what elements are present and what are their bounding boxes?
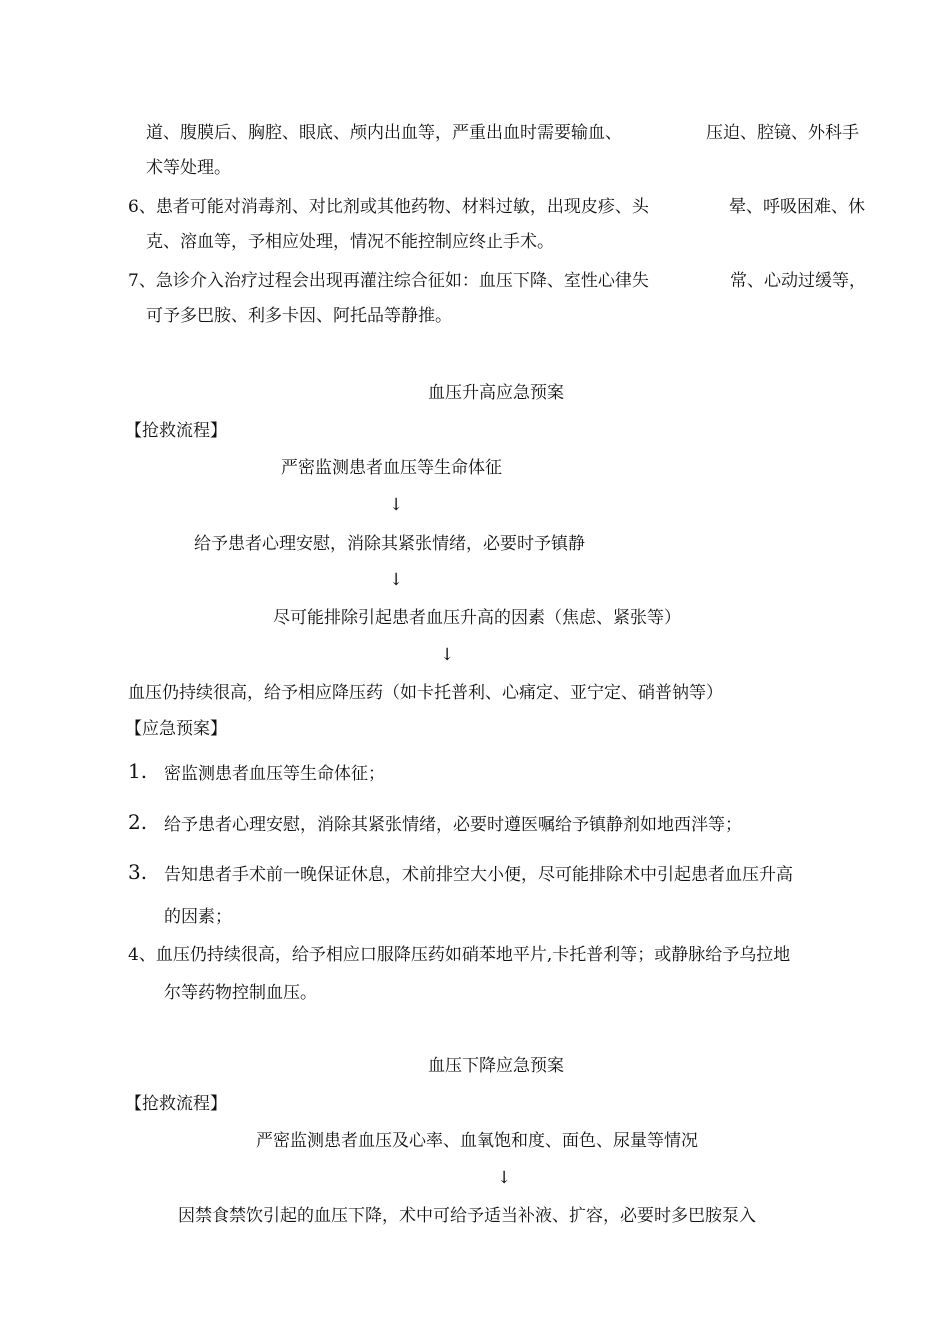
- plan-item-number: 3.: [128, 860, 148, 884]
- plan-header-high: 【应急预案】: [125, 719, 227, 739]
- plan-item-text-continuation: 尔等药物控制血压。: [164, 983, 317, 1003]
- item5-continuation-line1: 道、腹膜后、胸腔、眼底、颅内出血等，严重出血时需要输血、: [146, 123, 622, 143]
- item6-line1: 6、患者可能对消毒剂、对比剂或其他药物、材料过敏，出现皮疹、头: [128, 197, 649, 217]
- plan-item-text: 告知患者手术前一晚保证休息，术前排空大小便，尽可能排除术中引起患者血压升高: [164, 865, 793, 885]
- plan-item-number: 1.: [128, 759, 148, 783]
- flow-header-high: 【抢救流程】: [125, 421, 227, 441]
- item7-line2: 可予多巴胺、利多卡因、阿托品等静推。: [146, 306, 452, 326]
- plan-item-text: 4、血压仍持续很高，给予相应口服降压药如硝苯地平片,卡托普利等；或静脉给予乌拉地: [128, 945, 791, 965]
- flow-step-high-3: 尽可能排除引起患者血压升高的因素（焦虑、紧张等）: [273, 608, 681, 628]
- flow-arrow-down: ↓: [497, 1168, 512, 1188]
- item7-line1b: 常、心动过缓等，: [730, 271, 866, 291]
- flow-step-low-2: 因禁食禁饮引起的血压下降，术中可给予适当补液、扩容，必要时多巴胺泵入: [178, 1206, 756, 1226]
- item7-line1: 7、急诊介入治疗过程会出现再灌注综合征如：血压下降、室性心律失: [128, 271, 649, 291]
- section-title-high-bp: 血压升高应急预案: [428, 383, 564, 403]
- flow-arrow-down: ↓: [389, 495, 404, 515]
- plan-item-text-continuation: 的因素；: [164, 907, 232, 927]
- flow-step-low-1: 严密监测患者血压及心率、血氧饱和度、面色、尿量等情况: [256, 1131, 698, 1151]
- flow-arrow-down: ↓: [389, 570, 404, 590]
- section-title-low-bp: 血压下降应急预案: [428, 1056, 564, 1076]
- item6-line1b: 晕、呼吸困难、休: [729, 197, 865, 217]
- item5-continuation-line2: 术等处理。: [146, 158, 231, 178]
- plan-item-text: 给予患者心理安慰，消除其紧张情绪，必要时遵医嘱给予镇静剂如地西泮等；: [164, 815, 742, 835]
- item6-line2: 克、溶血等，予相应处理，情况不能控制应终止手术。: [146, 232, 554, 252]
- item5-continuation-line1b: 压迫、腔镜、外科手: [706, 123, 859, 143]
- plan-item-text: 密监测患者血压等生命体征；: [164, 764, 385, 784]
- flow-step-high-4: 血压仍持续很高，给予相应降压药（如卡托普利、心痛定、亚宁定、硝普钠等）: [128, 683, 723, 703]
- flow-step-high-1: 严密监测患者血压等生命体征: [281, 458, 502, 478]
- flow-header-low: 【抢救流程】: [125, 1094, 227, 1114]
- flow-step-high-2: 给予患者心理安慰，消除其紧张情绪，必要时予镇静: [194, 534, 585, 554]
- plan-item-number: 2.: [128, 810, 148, 834]
- flow-arrow-down: ↓: [440, 645, 455, 665]
